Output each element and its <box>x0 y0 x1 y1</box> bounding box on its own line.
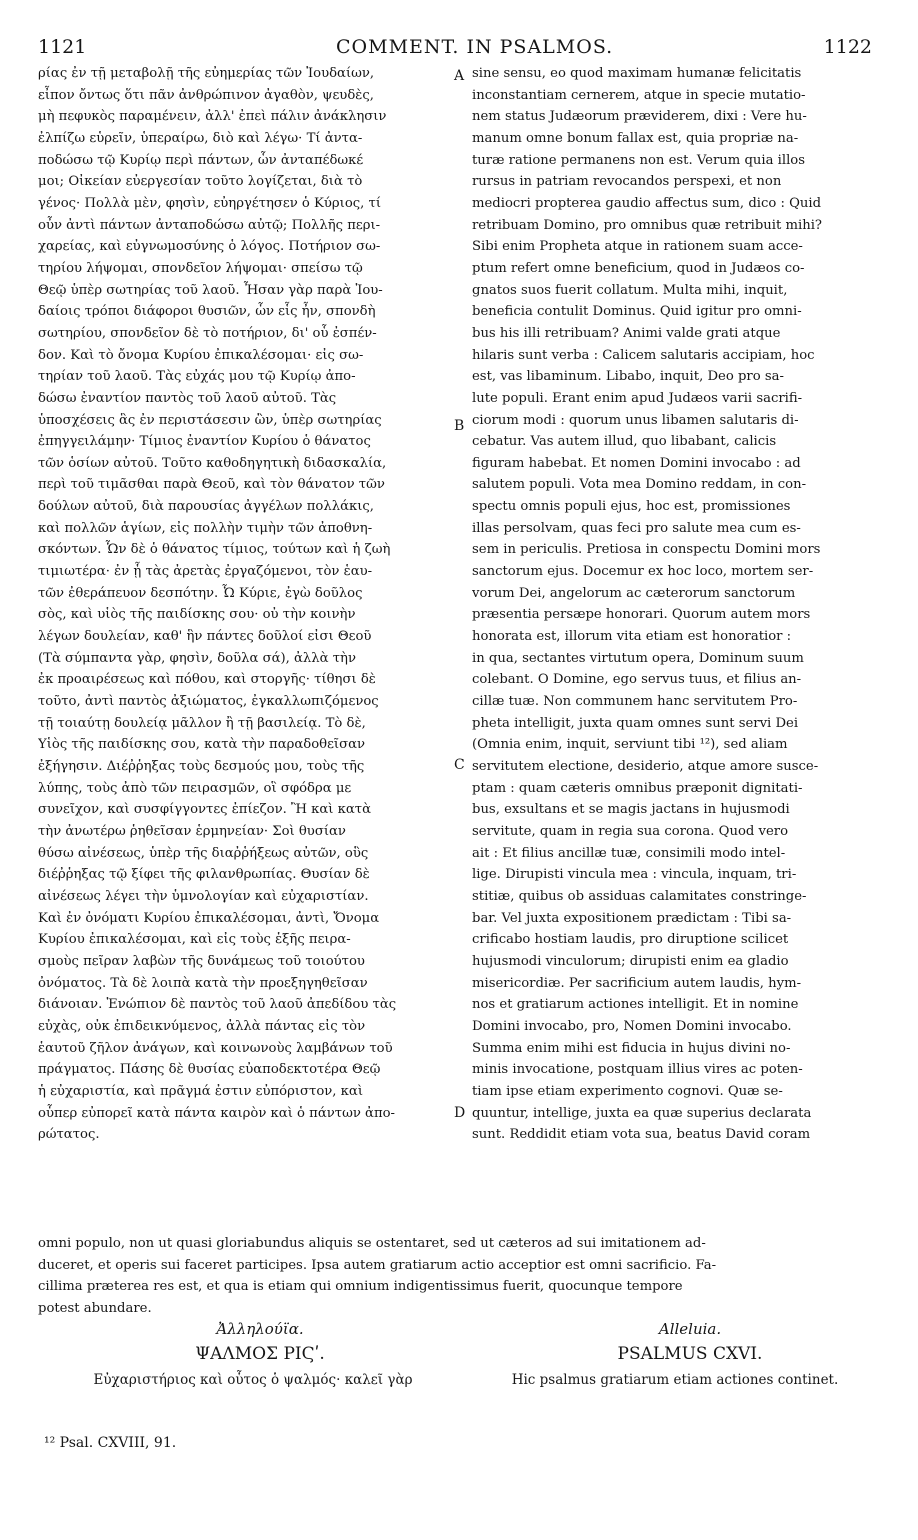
latin-text-line: lige. Dirupisti vincula mea : vincula, inquam, tri- <box>472 867 797 883</box>
greek-text-line: Κυρίου ἐπικαλέσομαι, καὶ εἰς τοὺς ἑξῆς πειρα- <box>38 932 351 948</box>
fullwidth-text-line: cillima præterea res est, et qua is etiam qui omnium indigentissimus fuerit, quocunque tempore <box>38 1279 683 1295</box>
latin-text-line: illas persolvam, quas feci pro salute mea cum es- <box>472 520 801 536</box>
latin-text-line: gnatos suos fuerit collatum. Multa mihi, inquit, <box>472 282 788 298</box>
greek-text-line: τὴν ἀνωτέρω ῥηθεῖσαν ἑρμηνείαν· Σοὶ θυσίαν <box>38 823 346 839</box>
latin-text-line: figuram habebat. Et nomen Domini invocabo : ad <box>472 455 801 471</box>
latin-text-line: Sibi enim Propheta atque in rationem suam acce- <box>472 239 803 255</box>
latin-text-line: sine sensu, eo quod maximam humanæ felicitatis <box>472 66 802 81</box>
greek-text-line: τιμιωτέρα· ἐν ᾗ τὰς ἀρετὰς ἐργαζόμενοι, τὸν ἑαυ- <box>38 564 373 580</box>
greek-text-line: δούλων αὐτοῦ, διὰ παρουσίας ἀγγέλων πολλάκις, <box>38 499 374 515</box>
column-number-left: 1121 <box>38 36 87 58</box>
latin-text-line: Domini invocabo, pro, Nomen Domini invocabo. <box>472 1018 792 1034</box>
greek-text-line: διάνοιαν. Ἐνώπιον δὲ παντὸς τοῦ λαοῦ ἀπεδίδου τὰς <box>38 997 397 1013</box>
latin-psalm-intro: Hic psalmus gratiarum etiam actiones continet. <box>511 1372 839 1388</box>
latin-text-line: est, vas libaminum. Libabo, inquit, Deo pro sa- <box>472 369 784 385</box>
latin-psalm-title: PSALMUS CXVI. <box>617 1344 763 1364</box>
greek-alleluia: Ἀλληλούϊα. <box>216 1320 304 1338</box>
latin-text-line: (Omnia enim, inquit, serviunt tibi ¹²), sed aliam <box>472 737 788 753</box>
margin-mark-b: B <box>454 418 465 434</box>
greek-text-line: ἐξήγησιν. Διέῤῥηξας τοὺς δεσμούς μου, τοὺς τῆς <box>38 759 365 774</box>
fullwidth-text-line: potest abundare. <box>38 1300 152 1316</box>
latin-text-line: inconstantiam cernerem, atque in specie mutatio- <box>472 87 806 103</box>
latin-text-line: mediocri propterea gaudio affectus sum, dico : Quid <box>472 195 822 211</box>
greek-text-line: ἐπηγγειλάμην· Τίμιος ἐναντίον Κυρίου ὁ θάνατος <box>38 434 371 450</box>
greek-text-line: γένος· Πολλὰ μὲν, φησὶν, εὐηργέτησεν ὁ Κύριος, τί <box>38 195 382 211</box>
latin-text-line: cillæ tuæ. Non communem hanc servitutem Pro- <box>472 694 798 710</box>
greek-text-line: δαίοις τρόποι διάφοροι θυσιῶν, ὧν εἷς ἦν, σπονδὴ <box>38 304 376 320</box>
greek-text-line: ὀνόματος. Τὰ δὲ λοιπὰ κατὰ τὴν προεξηγηθεῖσαν <box>38 975 368 991</box>
latin-text-line: Summa enim mihi est fiducia in hujus divini no- <box>472 1040 791 1056</box>
latin-text-line: vorum Dei, angelorum ac cæterorum sanctorum <box>472 585 796 601</box>
latin-text-line: crificabo hostiam laudis, pro diruptione scilicet <box>472 932 789 948</box>
latin-text-line: bus, exsultans et se magis jactans in hujusmodi <box>472 802 790 818</box>
greek-text-line: θύσω αἰνέσεως, ὑπὲρ τῆς διαῤῥήξεως αὐτῶν, οὓς <box>38 845 369 861</box>
greek-text-line: ρίας ἐν τῇ μεταβολῇ τῆς εὐημερίας τῶν Ἰουδαίων, <box>38 66 375 81</box>
greek-text-line: εἶπον ὄντως ὅτι πᾶν ἀνθρώπινον ἀγαθὸν, ψευδὲς, <box>38 87 374 103</box>
latin-column <box>472 63 882 1146</box>
greek-text-line: οὗπερ εὐπορεῖ κατὰ πάντα καιρὸν καὶ ὁ πάντων ἀπο- <box>38 1105 396 1121</box>
latin-text-line: spectu omnis populi ejus, hoc est, promissiones <box>472 499 791 515</box>
greek-text-line: τηρίου λήψομαι, σπονδεῖον λήψομαι· σπείσω τῷ <box>38 260 363 276</box>
greek-text-line: τῶν ὁσίων αὐτοῦ. Τοῦτο καθοδηγητικὴ διδασκαλία, <box>38 455 387 471</box>
latin-text-line: in qua, sectantes virtutum opera, Dominum suum <box>472 650 804 666</box>
greek-text-line: λέγων δουλείαν, καθ' ἣν πάντες δοῦλοί εἰσι Θεοῦ <box>38 629 372 645</box>
greek-text-line: μοι; Οἰκείαν εὐεργεσίαν τοῦτο λογίζεται, διὰ τὸ <box>38 174 363 190</box>
greek-text-line: σωτηρίου, σπονδεῖον δὲ τὸ ποτήριον, δι' οὗ ἐσπέν- <box>38 325 377 341</box>
latin-text-line: tiam ipse etiam experimento cognovi. Quæ se- <box>472 1083 783 1099</box>
latin-text-line: lute populi. Erant enim apud Judæos varii sacrifi- <box>472 390 803 406</box>
margin-mark-d: D <box>454 1105 466 1121</box>
latin-text-line: quuntur, intellige, juxta ea quæ superius declarata <box>472 1105 812 1121</box>
greek-text-line: δώσω ἐναντίον παντὸς τοῦ λαοῦ αὐτοῦ. Τὰς <box>38 390 337 406</box>
latin-text-line: turæ ratione permanens non est. Verum quia illos <box>472 152 806 168</box>
latin-text-line: cebatur. Vas autem illud, quo libabant, calicis <box>472 434 777 450</box>
latin-text-line: manum omne bonum fallax est, quia propriæ na- <box>472 130 799 146</box>
greek-text-line: ποδώσω τῷ Κυρίῳ περὶ πάντων, ὧν ἀνταπέδωκέ <box>38 152 364 168</box>
latin-text-line: ptam : quam cæteris omnibus præponit dignitati- <box>472 780 803 796</box>
latin-text-line: salutem populi. Vota mea Domino reddam, in con- <box>472 477 807 493</box>
latin-text-line: sem in periculis. Pretiosa in conspectu Domini mors <box>472 542 821 558</box>
greek-text-line: σμοὺς πεῖραν λαβὼν τῆς δυνάμεως τοῦ τοιούτου <box>38 953 365 969</box>
running-title: COMMENT. IN PSALMOS. <box>336 36 614 58</box>
margin-mark-a: A <box>454 68 465 84</box>
latin-text-line: honorata est, illorum vita etiam est honoratior : <box>472 629 792 645</box>
latin-text-line: nem status Judæorum præviderem, dixi : Vere hu- <box>472 109 807 125</box>
latin-text-line: beneficia contulit Dominus. Quid igitur pro omni- <box>472 304 802 320</box>
greek-text-line: τῶν ἐθεράπευον δεσπότην. Ὦ Κύριε, ἐγὼ δοῦλος <box>38 585 363 601</box>
greek-text-line: περὶ τοῦ τιμᾶσθαι παρὰ Θεοῦ, καὶ τὸν θάνατον τῶν <box>38 477 385 493</box>
greek-text-line: ἡ εὐχαριστία, καὶ πρᾶγμά ἐστιν εὐπόριστον, καὶ <box>38 1083 363 1099</box>
greek-psalm-intro: Εὐχαριστήριος καὶ οὗτος ὁ ψαλμός· καλεῖ γὰρ <box>93 1372 413 1388</box>
greek-text-line: τοῦτο, ἀντὶ παντὸς ἀξιώματος, ἐγκαλλωπιζόμενος <box>38 694 379 710</box>
latin-text-line: ciorum modi : quorum unus libamen salutaris di- <box>472 412 799 428</box>
greek-text-line: καὶ πολλῶν ἁγίων, εἰς πολλὴν τιμὴν τῶν ἀποθνη- <box>38 520 373 536</box>
column-number-right: 1122 <box>823 36 872 58</box>
latin-alleluia: Alleluia. <box>658 1320 722 1338</box>
fullwidth-text-line: omni populo, non ut quasi gloriabundus aliquis se ostentaret, sed ut cæteros ad sui imitationem ad- <box>38 1236 706 1251</box>
latin-text-line: hujusmodi vinculorum; dirupisti enim ea gladio <box>472 953 789 969</box>
latin-text-line: sanctorum ejus. Docemur ex hoc loco, mortem ser- <box>472 564 814 580</box>
greek-text-line: χαρείας, καὶ εὐγνωμοσύνης ὁ λόγος. Ποτήριον σω- <box>38 239 381 255</box>
greek-text-line: λύπης, τοὺς ἀπὸ τῶν πειρασμῶν, οἳ σφόδρα με <box>38 780 352 796</box>
footnote: ¹² Psal. CXVIII, 91. <box>44 1435 177 1451</box>
greek-text-line: σὸς, καὶ υἱὸς τῆς παιδίσκης σου· οὐ τὴν κοινὴν <box>38 607 356 623</box>
margin-mark-c: C <box>454 757 465 773</box>
latin-text-line: misericordiæ. Per sacrificium autem laudis, hym- <box>472 975 802 991</box>
greek-text-line: ἐλπίζω εὑρεῖν, ὑπεραίρω, διὸ καὶ λέγω· Τί ἀντα- <box>38 130 363 146</box>
latin-text-line: servitutem electione, desiderio, atque amore susce- <box>472 759 819 774</box>
greek-text-line: μὴ πεφυκὸς παραμένειν, ἀλλ' ἐπεὶ πάλιν ἀνάκλησιν <box>38 109 387 125</box>
latin-text-line: bus his illi retribuam? Animi valde grati atque <box>472 325 781 341</box>
greek-text-line: εὐχὰς, οὐκ ἐπιδεικνύμενος, ἀλλὰ πάντας εἰς τὸν <box>38 1018 366 1034</box>
greek-text-line: οὖν ἀντὶ πάντων ἀνταποδώσω αὐτῷ; Πολλῆς περι- <box>38 217 381 233</box>
latin-text-line: hilaris sunt verba : Calicem salutaris accipiam, hoc <box>472 347 815 363</box>
latin-text-line: colebant. O Domine, ego servus tuus, et filius an- <box>472 672 802 688</box>
latin-text-line: retribuam Domino, pro omnibus quæ retribuit mihi? <box>472 217 823 233</box>
latin-text-line: minis invocatione, postquam illius vires ac poten- <box>472 1062 803 1078</box>
latin-text-line: ptum refert omne beneficium, quod in Judæos co- <box>472 260 805 276</box>
greek-text-line: Υἱὸς τῆς παιδίσκης σου, κατὰ τὴν παραδοθεῖσαν <box>38 737 366 753</box>
greek-text-line: δον. Καὶ τὸ ὄνομα Κυρίου ἐπικαλέσομαι· εἰς σω- <box>38 347 364 363</box>
greek-text-line: ρώτατος. <box>38 1127 100 1143</box>
greek-text-line: ἑαυτοῦ ζῆλον ἀνάγων, καὶ κοινωνοὺς λαμβάνων τοῦ <box>38 1040 393 1056</box>
greek-text-line: ἐκ προαιρέσεως καὶ πόθου, καὶ στοργῆς· τίθησι δὲ <box>38 672 376 688</box>
greek-text-line: αἰνέσεως λέγει τὴν ὑμνολογίαν καὶ εὐχαριστίαν. <box>38 888 369 904</box>
latin-text-line: bar. Vel juxta expositionem prædictam : Tibi sa- <box>472 910 792 926</box>
greek-text-line: τηρίαν τοῦ λαοῦ. Τὰς εὐχάς μου τῷ Κυρίῳ ἀπο- <box>38 369 356 385</box>
greek-text-line: (Τὰ σύμπαντα γὰρ, φησὶν, δοῦλα σά), ἀλλὰ τὴν <box>38 650 356 666</box>
greek-text-line: τῇ τοιαύτῃ δουλείᾳ μᾶλλον ἢ τῇ βασιλείᾳ. Τὸ δὲ, <box>38 715 366 731</box>
greek-text-line: Καὶ ἐν ὀνόματι Κυρίου ἐπικαλέσομαι, ἀντὶ, Ὄνομα <box>38 910 380 926</box>
greek-text-line: πράγματος. Πάσης δὲ θυσίας εὐαποδεκτοτέρα Θεῷ <box>38 1062 381 1078</box>
greek-text-line: ὑποσχέσεις ἃς ἐν περιστάσεσιν ὢν, ὑπὲρ σωτηρίας <box>38 412 382 428</box>
latin-text-line: rursus in patriam revocandos perspexi, et non <box>472 174 782 190</box>
latin-text-line: servitute, quam in regia sua corona. Quod vero <box>472 823 789 839</box>
latin-text-line: sunt. Reddidit etiam vota sua, beatus David coram <box>472 1127 811 1143</box>
greek-text-line: συνεῖχον, καὶ συσφίγγοντες ἐπίεζον. Ἢ καὶ κατὰ <box>38 802 371 818</box>
greek-psalm-title: ΨΑΛΜΟΣ ΡΙϚʹ. <box>195 1344 325 1364</box>
greek-text-line: Θεῷ ὑπὲρ σωτηρίας τοῦ λαοῦ. Ἦσαν γὰρ παρὰ Ἰου- <box>38 282 383 298</box>
greek-text-line: διέῤῥηξας τῷ ξίφει τῆς φιλανθρωπίας. Θυσίαν δὲ <box>38 867 370 883</box>
fullwidth-paragraph <box>38 1233 880 1320</box>
fullwidth-text-line: duceret, et operis sui faceret participes. Ipsa autem gratiarum actio acceptior est omni sacrificio. Fa- <box>38 1257 717 1273</box>
latin-text-line: præsentia persæpe honorari. Quorum autem mors <box>472 607 811 623</box>
greek-text-line: σκόντων. Ὧν δὲ ὁ θάνατος τίμιος, τούτων καὶ ἡ ζωὴ <box>38 542 391 558</box>
latin-text-line: stitiæ, quibus ob assiduas calamitates constringe- <box>472 888 807 904</box>
latin-text-line: nos et gratiarum actiones intelligit. Et in nomine <box>472 997 799 1013</box>
latin-text-line: ait : Et filius ancillæ tuæ, consimili modo intel- <box>472 845 786 861</box>
latin-text-line: pheta intelligit, juxta quam omnes sunt servi Dei <box>472 715 799 731</box>
greek-column <box>38 63 458 1146</box>
